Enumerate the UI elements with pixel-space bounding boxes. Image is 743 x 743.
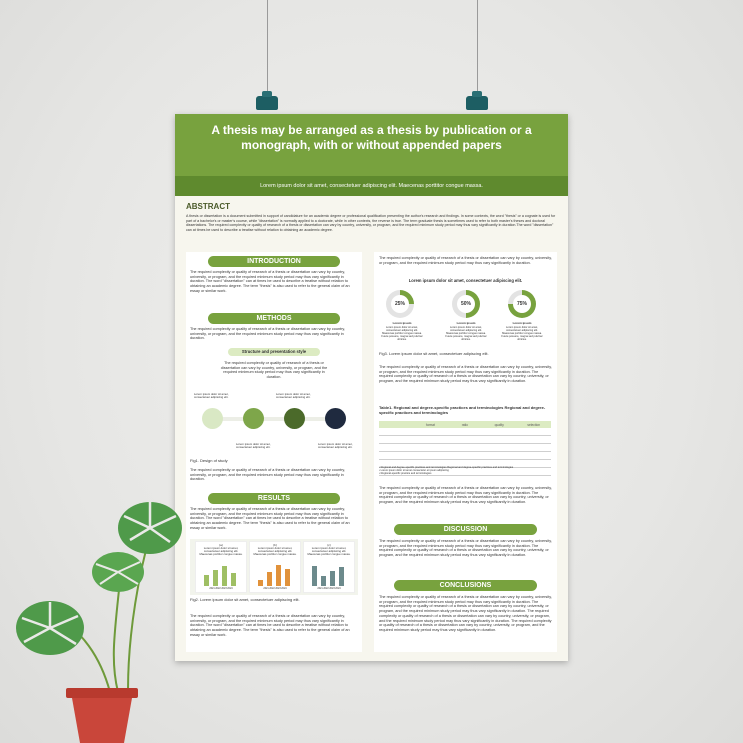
fig3-text: The required complexity or quality of research of a thesis or dissertation can vary by country, university, or program, and the required minimum study period may thus vary significantly in duration. The required complexity or quality of research of a thesis or dissertation can vary by country, university, or program, and the required minimum study period may thus vary significantly in duration. [379, 365, 552, 384]
mini-chart-a-years: 2021 2022 2023 2024 [209, 587, 233, 590]
abstract-text: A thesis or dissertation is a document submitted in support of candidature for an academic degree or professional qualification presenting the author's research and findings. In some contexts, the word "thesis" or a cognate is used for part of a bachelor's or master's course, while "dissertation" is normally applied to a doctorate, while in other contexts, the reverse is true. The term graduate thesis is sometimes used to refer to both master's theses and doctoral dissertations. The required complexity or quality of research of a thesis or dissertation can vary by country, university, or program, and the required minimum study period may thus vary significantly in duration.The word "dissertation" can at times be used to describe a treatise without relation to obtaining an academic degree. [186, 214, 556, 232]
table-header: ratio [448, 421, 482, 428]
mini-chart-c-label: (c) [327, 543, 331, 547]
poster [175, 114, 568, 661]
design-connector [204, 417, 338, 421]
mini-chart-c-bar [339, 567, 344, 586]
mini-chart-b-text: Lorem ipsum dolor sit amet, consectetuer adipiscing elit. Maecenas porttitor congue massa. [253, 546, 297, 557]
design-step-2-circle [243, 408, 264, 429]
results-text: The required complexity or quality of research of a thesis or dissertation can vary by country, university, or program, and the required minimum study period may thus vary significantly in duration. The word "dissertation" can at times be used to describe a treatise without relation to obtaining an academic degree. The term "thesis" is also used to refer to the general claim of an essay or similar work. [190, 507, 350, 530]
donut-caption-title-2: Lorem ipsum [456, 321, 476, 325]
poster-header [175, 114, 568, 176]
table-row [379, 452, 551, 460]
poster-clip-right [466, 96, 488, 110]
monstera-leaf-left-icon [16, 601, 84, 655]
fig2-text: The required complexity or quality of research of a thesis or dissertation can vary by country, university, or program, and the required minimum study period may thus vary significantly in duration. The word "dissertation" can at times be used to describe a treatise without relation to obtaining an academic degree. The term "thesis" is also used to refer to the general claim of an essay or similar work. [190, 614, 350, 637]
fig1-caption: Fig1. Design of study [190, 458, 228, 463]
donut-caption-title-1: Lorem ipsum [392, 321, 412, 325]
right-column [374, 252, 557, 652]
right-top-text: The required complexity or quality of research of a thesis or dissertation can vary by country, university, or program, and the required minimum study period may thus vary significantly in duration. [379, 256, 552, 265]
methods-heading: METHODS [208, 313, 340, 324]
abstract-heading: ABSTRACT [186, 202, 230, 211]
design-step-1-circle [202, 408, 223, 429]
design-note-top-right: Lorem ipsum dolor sit amet, consectetuer adipiscing elit. [276, 392, 311, 400]
mini-chart-b-bar [258, 580, 263, 586]
mini-chart-a-bar [231, 573, 236, 586]
mini-chart-b-bar [276, 565, 281, 586]
donut-25 [386, 290, 414, 318]
donut-50 [452, 290, 480, 318]
fig3-caption: Fig3. Lorem ipsum dolor sit amet, consectetuer adipiscing elit. [379, 351, 489, 356]
potted-plant [0, 480, 220, 743]
table-row [379, 444, 551, 452]
conclusions-text: The required complexity or quality of research of a thesis or dissertation can vary by country, university, or program, and the required minimum study period may thus vary significantly in duration. The required complexity or quality of research of a thesis or dissertation can vary by country, university, or program, and the required minimum study period may thus vary significantly in duration. The required complexity or quality of research of a thesis or dissertation can vary by country, university, or program, and the required minimum study period may thus vary significantly in duration. The required complexity or quality of research of a thesis or dissertation can vary by country, university, or program, and the required minimum study period may thus vary significantly in duration. [379, 595, 552, 632]
mini-chart-c-years: 2021 2022 2023 2024 [317, 587, 341, 590]
mini-chart-b-bar [267, 572, 272, 586]
donut-75 [508, 290, 536, 318]
mini-chart-b-label: (b) [273, 543, 277, 547]
discussion-heading: DISCUSSION [394, 524, 537, 535]
structure-text: The required complexity or quality of research of a thesis or dissertation can vary by country, university, or program, and the required minimum study period may thus vary significantly in duration. [220, 361, 328, 380]
table-row [379, 428, 551, 436]
mini-chart-b [249, 541, 301, 593]
donut-75-label: 75% [513, 295, 531, 313]
table-row [379, 436, 551, 444]
mini-chart-c-plot [310, 560, 348, 586]
fig1-text: The required complexity or quality of research of a thesis or dissertation can vary by country, university, or program, and the required minimum study period may thus vary significantly in duration. [190, 468, 346, 482]
donut-50-label: 50% [457, 295, 475, 313]
structure-label: Structure and presentation style [228, 348, 320, 356]
introduction-heading: INTRODUCTION [208, 256, 340, 267]
design-step-4-circle [325, 408, 346, 429]
table-text: The required complexity or quality of research of a thesis or dissertation can vary by country, university, or program, and the required minimum study period may thus vary significantly in duration. The required complexity or quality of research of a thesis or dissertation can vary by country, university, or program, and the required minimum study period may thus vary significantly in duration. [379, 486, 552, 505]
mini-chart-c-text: Lorem ipsum dolor sit amet, consectetuer adipiscing elit. Maecenas porttitor congue massa. [307, 546, 351, 557]
mini-chart-b-years: 2021 2022 2023 2024 [263, 587, 287, 590]
donut-caption-text-3: Lorem ipsum dolor sit amet, consectetuer adipiscing elit. Maecenas porttitor congue massa. Fusce posuere, magna sed pulvinar ultricies. [501, 326, 543, 342]
mini-chart-c-bar [321, 576, 326, 586]
mini-chart-a-text: Lorem ipsum dolor sit amet, consectetuer adipiscing elit. Maecenas porttitor congue massa. [199, 546, 243, 557]
discussion-text: The required complexity or quality of research of a thesis or dissertation can vary by country, university, or program, and the required minimum study period may thus vary significantly in duration. The required complexity or quality of research of a thesis or dissertation can vary by country, university, or program, and the required minimum study period may thus vary significantly in duration. [379, 539, 552, 558]
mini-chart-b-bar [285, 569, 290, 586]
mini-chart-c [303, 541, 355, 593]
table-note: • Regional and degree-specific practices and terminologies Regional and degree-specific practices and terminologies • Lorem ipsum dolor sit amet consectetur et ipsum adipiscing • Regional-specific practice and terminologies [379, 466, 514, 476]
table-caption: Table1. Regional and degree-specific practices and terminologies Regional and degree-specific practices and terminologies [379, 405, 546, 415]
poster-title: A thesis may be arranged as a thesis by publication or a monograph, with or without appended papers [211, 123, 532, 152]
mini-chart-a-label: (a) [219, 543, 223, 547]
monstera-leaf-mid-icon [92, 552, 144, 592]
donut-caption-text-1: Lorem ipsum dolor sit amet, consectetuer adipiscing elit. Maecenas porttitor congue massa. Fusce posuere, magna sed pulvinar ultricies. [381, 326, 423, 342]
donut-25-label: 25% [391, 295, 409, 313]
introduction-text: The required complexity or quality of research of a thesis or dissertation can vary by country, university, or program, and the required minimum study period may thus vary significantly in duration. The word "dissertation" can at times be used to describe a treatise without relation to obtaining an academic degree. The term "thesis" is also used to refer to the general claim of an essay or similar work. [190, 270, 350, 293]
donut-caption-title-3: Lorem ipsum [512, 321, 532, 325]
donut-heading: Lorem ipsum dolor sit amet, consectetuer adipiscing elit. [408, 278, 523, 283]
hanging-wire-left [267, 0, 268, 98]
mini-chart-b-plot [256, 560, 294, 586]
fig2-caption: Fig2. Lorem ipsum dolor sit amet, consectetuer adipiscing elit. [190, 597, 300, 602]
mini-chart-a-bar [222, 566, 227, 586]
results-heading: RESULTS [208, 493, 340, 504]
design-note-bottom-left: Lorem ipsum dolor sit amet, consectetuer adipiscing elit. [236, 442, 271, 450]
poster-clip-left [256, 96, 278, 110]
table-header-spacer [379, 421, 413, 428]
methods-text: The required complexity or quality of research of a thesis or dissertation can vary by country, university, or program, and the required minimum study period may thus vary significantly in duration. [190, 327, 346, 341]
design-note-bottom-right: Lorem ipsum dolor sit amet, consectetuer adipiscing elit. [318, 442, 353, 450]
flower-pot-icon [66, 688, 138, 743]
design-step-3-circle [284, 408, 305, 429]
table-header: quality [482, 421, 516, 428]
mini-chart-c-bar [330, 571, 335, 586]
hanging-wire-right [477, 0, 478, 98]
monstera-leaf-top-icon [118, 502, 182, 554]
conclusions-heading: CONCLUSIONS [394, 580, 537, 591]
table-header: format [413, 421, 447, 428]
design-note-top-left: Lorem ipsum dolor sit amet, consectetuer adipiscing elit. [194, 392, 229, 400]
donut-caption-text-2: Lorem ipsum dolor sit amet, consectetuer adipiscing elit. Maecenas porttitor congue massa. Fusce posuere, magna sed pulvinar ultricies. [445, 326, 487, 342]
poster-subtitle: Lorem ipsum dolor sit amet, consectetuer adipiscing elit. Maecenas porttitor congue massa. [175, 176, 568, 196]
mini-chart-c-bar [312, 566, 317, 586]
table-header: selection [516, 421, 551, 428]
